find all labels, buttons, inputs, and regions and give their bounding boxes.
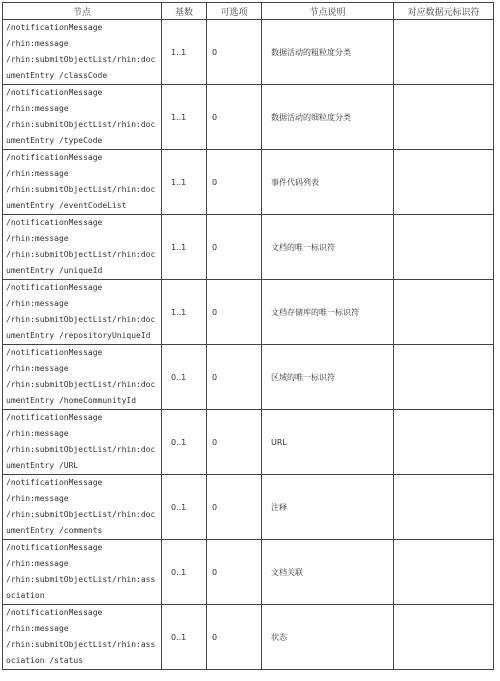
node-path-cell: /notificationMessage /rhin:message /rhin:submitObjectList/rhin:doc umentEntry /URL <box>3 410 162 475</box>
node-path-cell: /notificationMessage /rhin:message /rhin:submitObjectList/rhin:ass ociation /status <box>3 605 162 670</box>
description-cell: 文档的唯一标识符 <box>262 215 394 280</box>
mapping-cell <box>394 475 494 540</box>
node-path-cell: /notificationMessage /rhin:message /rhin:submitObjectList/rhin:doc umentEntry /repositoryUniqueId <box>3 280 162 345</box>
description-cell: 注释 <box>262 475 394 540</box>
cardinality-cell: 1..1 <box>162 85 207 150</box>
nullable-cell: 0 <box>207 150 262 215</box>
nullable-cell: 0 <box>207 280 262 345</box>
table-row <box>3 150 494 215</box>
nullable-cell: 0 <box>207 215 262 280</box>
cardinality-cell: 1..1 <box>162 150 207 215</box>
table-row <box>3 215 494 280</box>
description-cell: 区域的唯一标识符 <box>262 345 394 410</box>
cardinality-cell: 1..1 <box>162 280 207 345</box>
nullable-cell: 0 <box>207 475 262 540</box>
header-node: 节点 <box>3 3 162 20</box>
cardinality-cell: 0..1 <box>162 540 207 605</box>
cardinality-cell: 0..1 <box>162 475 207 540</box>
node-path-cell: /notificationMessage /rhin:message /rhin:submitObjectList/rhin:doc umentEntry /homeCommunityId <box>3 345 162 410</box>
header-cardinality: 基数 <box>162 3 207 20</box>
cardinality-cell: 0..1 <box>162 605 207 670</box>
table-row <box>3 540 494 605</box>
mapping-cell <box>394 605 494 670</box>
table-row <box>3 605 494 670</box>
mapping-cell <box>394 345 494 410</box>
cardinality-cell: 1..1 <box>162 215 207 280</box>
nullable-cell: 0 <box>207 85 262 150</box>
description-cell: 事件代码列表 <box>262 150 394 215</box>
header-nullable: 可选项 <box>207 3 262 20</box>
table-row <box>3 280 494 345</box>
mapping-cell <box>394 20 494 85</box>
header-description: 节点说明 <box>262 3 394 20</box>
description-cell: 文档关联 <box>262 540 394 605</box>
nullable-cell: 0 <box>207 345 262 410</box>
header-mapping: 对应数据元标识符 <box>394 3 494 20</box>
table-row <box>3 475 494 540</box>
description-cell: 数据活动的细粒度分类 <box>262 85 394 150</box>
mapping-cell <box>394 410 494 475</box>
mapping-cell <box>394 280 494 345</box>
nullable-cell: 0 <box>207 605 262 670</box>
table-row <box>3 20 494 85</box>
description-cell: 数据活动的粗粒度分类 <box>262 20 394 85</box>
mapping-cell <box>394 85 494 150</box>
nullable-cell: 0 <box>207 410 262 475</box>
node-path-cell: /notificationMessage /rhin:message /rhin:submitObjectList/rhin:doc umentEntry /eventCodeList <box>3 150 162 215</box>
description-cell: 状态 <box>262 605 394 670</box>
description-cell: 文档存储库的唯一标识符 <box>262 280 394 345</box>
nullable-cell: 0 <box>207 20 262 85</box>
node-path-cell: /notificationMessage /rhin:message /rhin:submitObjectList/rhin:doc umentEntry /classCode <box>3 20 162 85</box>
mapping-cell <box>394 150 494 215</box>
header-row <box>3 3 494 20</box>
table-row <box>3 85 494 150</box>
cardinality-cell: 0..1 <box>162 345 207 410</box>
table-row <box>3 345 494 410</box>
mapping-cell <box>394 540 494 605</box>
element-table <box>2 2 494 670</box>
node-path-cell: /notificationMessage /rhin:message /rhin:submitObjectList/rhin:doc umentEntry /uniqueId <box>3 215 162 280</box>
table-row <box>3 410 494 475</box>
nullable-cell: 0 <box>207 540 262 605</box>
node-path-cell: /notificationMessage /rhin:message /rhin:submitObjectList/rhin:ass ociation <box>3 540 162 605</box>
node-path-cell: /notificationMessage /rhin:message /rhin:submitObjectList/rhin:doc umentEntry /comments <box>3 475 162 540</box>
cardinality-cell: 1..1 <box>162 20 207 85</box>
cardinality-cell: 0..1 <box>162 410 207 475</box>
mapping-cell <box>394 215 494 280</box>
node-path-cell: /notificationMessage /rhin:message /rhin:submitObjectList/rhin:doc umentEntry /typeCode <box>3 85 162 150</box>
description-cell: URL <box>262 410 394 475</box>
